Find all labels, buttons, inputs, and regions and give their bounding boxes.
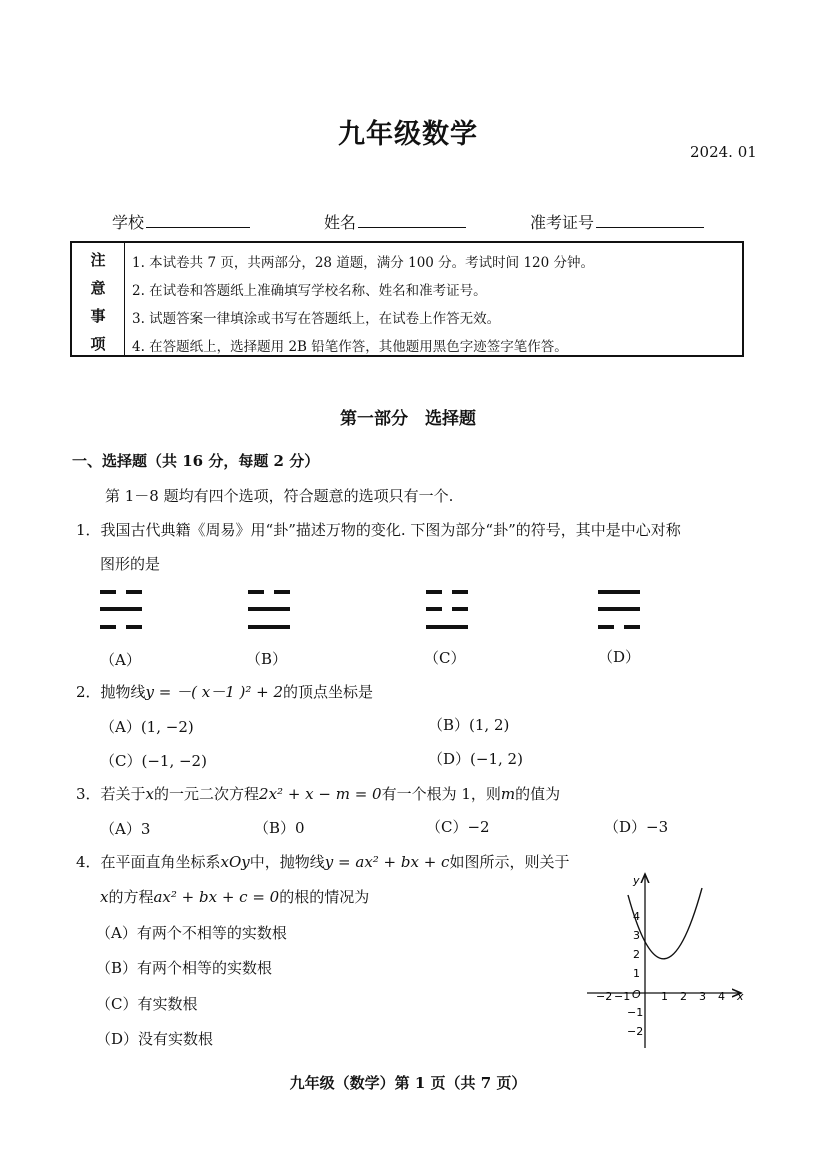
- q4-line1-suffix: 如图所示，则关于: [449, 853, 570, 871]
- q3-option-b[interactable]: （B）0: [254, 819, 305, 837]
- q2-formula: y = －( x－1 )² + 2: [145, 683, 284, 701]
- section-title: 第一部分 选择题: [340, 409, 476, 429]
- x-tick-label: 1: [661, 990, 668, 1003]
- q2-option-c[interactable]: （C）(−1, −2): [100, 752, 207, 770]
- q2-option-b[interactable]: （B）(1, 2): [428, 716, 510, 734]
- notice-head-char: 事: [90, 307, 106, 325]
- y-tick-label: 1: [633, 967, 640, 980]
- school-label: 学校: [112, 213, 145, 232]
- name-blank[interactable]: [358, 213, 466, 228]
- x-tick-label: −1: [614, 990, 631, 1003]
- origin-label: O: [632, 988, 641, 1001]
- y-tick-label: 3: [633, 929, 640, 942]
- section-instruction: 第 1－8 题均有四个选项，符合题意的选项只有一个.: [105, 487, 454, 505]
- q3-formula: 2x² + x − m = 0: [259, 785, 382, 803]
- q2-stem: [76, 681, 373, 702]
- notice-head-char: 项: [90, 335, 106, 353]
- q4-line2-mid: 的方程: [108, 888, 154, 906]
- q4-line2-formula: ax² + bx + c = 0: [153, 888, 280, 906]
- exam-number-blank[interactable]: [596, 213, 704, 228]
- y-tick-label: 4: [633, 910, 640, 923]
- x-tick-label: −2: [596, 990, 613, 1003]
- exam-date: 2024. 01: [690, 143, 757, 161]
- q4-line1-formula: y = ax² + bx + c: [324, 853, 450, 871]
- q3-option-d[interactable]: （D）−3: [604, 818, 669, 836]
- x-axis-label: x: [737, 990, 744, 1003]
- notice-head-char: 意: [90, 279, 106, 297]
- q1-option-d[interactable]: （D）: [598, 648, 641, 666]
- notice-head-char: 注: [90, 251, 106, 269]
- y-tick-label: −2: [627, 1025, 644, 1038]
- q3-stem-mid2: 有一个根为 1，则: [381, 785, 501, 803]
- notice-item: 1. 本试卷共 7 页，共两部分，28 道题，满分 100 分。考试时间 120 分钟。: [132, 255, 595, 271]
- q3-var2: m: [500, 785, 516, 803]
- q4-stem-line1: [76, 851, 569, 872]
- q2-stem-prefix: 2．抛物线: [76, 683, 146, 701]
- school-field: [112, 210, 250, 233]
- section-heading: 一、选择题（共 16 分，每题 2 分）: [72, 452, 320, 470]
- q3-stem-suffix: 的值为: [515, 785, 561, 803]
- notice-item: 3. 试题答案一律填涂或书写在答题纸上，在试卷上作答无效。: [132, 311, 501, 327]
- q3-option-a[interactable]: （A）3: [100, 820, 151, 838]
- trigram-b: [248, 590, 290, 629]
- trigram-d: [598, 590, 640, 629]
- school-blank[interactable]: [146, 213, 250, 228]
- x-tick-label: 2: [680, 990, 687, 1003]
- notice-header: [72, 243, 125, 355]
- q3-stem-mid: 的一元二次方程: [154, 785, 260, 803]
- x-tick-label: 4: [718, 990, 725, 1003]
- q1-option-c[interactable]: （C）: [424, 649, 466, 667]
- trigram-figures: [0, 585, 816, 635]
- exam-number-label: 准考证号: [530, 213, 595, 232]
- q4-option-c[interactable]: （C）有实数根: [96, 995, 198, 1013]
- x-tick-label: 3: [699, 990, 706, 1003]
- y-tick-label: −1: [627, 1006, 644, 1019]
- q3-stem: [76, 783, 560, 804]
- q4-line1-prefix: 4．在平面直角坐标系: [76, 853, 221, 871]
- q1-stem-line2: 图形的是: [100, 555, 161, 573]
- q1-stem-line1: 1．我国古代典籍《周易》用“卦”描述万物的变化. 下图为部分“卦”的符号，其中是中心对称: [76, 521, 681, 539]
- q2-stem-suffix: 的顶点坐标是: [283, 683, 374, 701]
- q2-option-a[interactable]: （A）(1, −2): [100, 718, 194, 736]
- notice-item: 4. 在答题纸上，选择题用 2B 铅笔作答，其他题用黑色字迹签字笔作答。: [132, 339, 568, 355]
- y-tick-label: 2: [633, 948, 640, 961]
- q1-option-a[interactable]: （A）: [100, 651, 141, 669]
- y-axis-label: y: [633, 874, 640, 887]
- q4-line2-suffix: 的根的情况为: [279, 888, 370, 906]
- q1-option-b[interactable]: （B）: [246, 650, 288, 668]
- parabola-graph: [580, 866, 750, 1051]
- q4-option-d[interactable]: （D）没有实数根: [96, 1030, 214, 1048]
- name-field: [324, 210, 466, 233]
- page-footer: 九年级（数学）第 1 页（共 7 页）: [289, 1074, 527, 1092]
- trigram-c: [426, 590, 468, 629]
- trigram-a: [100, 590, 142, 629]
- q4-coord-system: xOy: [220, 853, 250, 871]
- q3-var: x: [145, 785, 155, 803]
- q2-option-d[interactable]: （D）(−1, 2): [428, 750, 523, 768]
- q4-line1-mid: 中，抛物线: [249, 853, 325, 871]
- notice-item: 2. 在试卷和答题纸上准确填写学校名称、姓名和准考证号。: [132, 283, 487, 299]
- q4-line2-var: x: [100, 888, 109, 906]
- q3-option-c[interactable]: （C）−2: [426, 818, 490, 836]
- q4-option-a[interactable]: （A）有两个不相等的实数根: [96, 924, 287, 942]
- exam-number-field: [530, 210, 704, 233]
- name-label: 姓名: [324, 213, 357, 232]
- notice-box: [70, 241, 744, 357]
- q4-option-b[interactable]: （B）有两个相等的实数根: [96, 959, 273, 977]
- q3-stem-prefix: 3．若关于: [76, 785, 146, 803]
- page-title: 九年级数学: [338, 119, 478, 150]
- q4-stem-line2: [100, 886, 369, 907]
